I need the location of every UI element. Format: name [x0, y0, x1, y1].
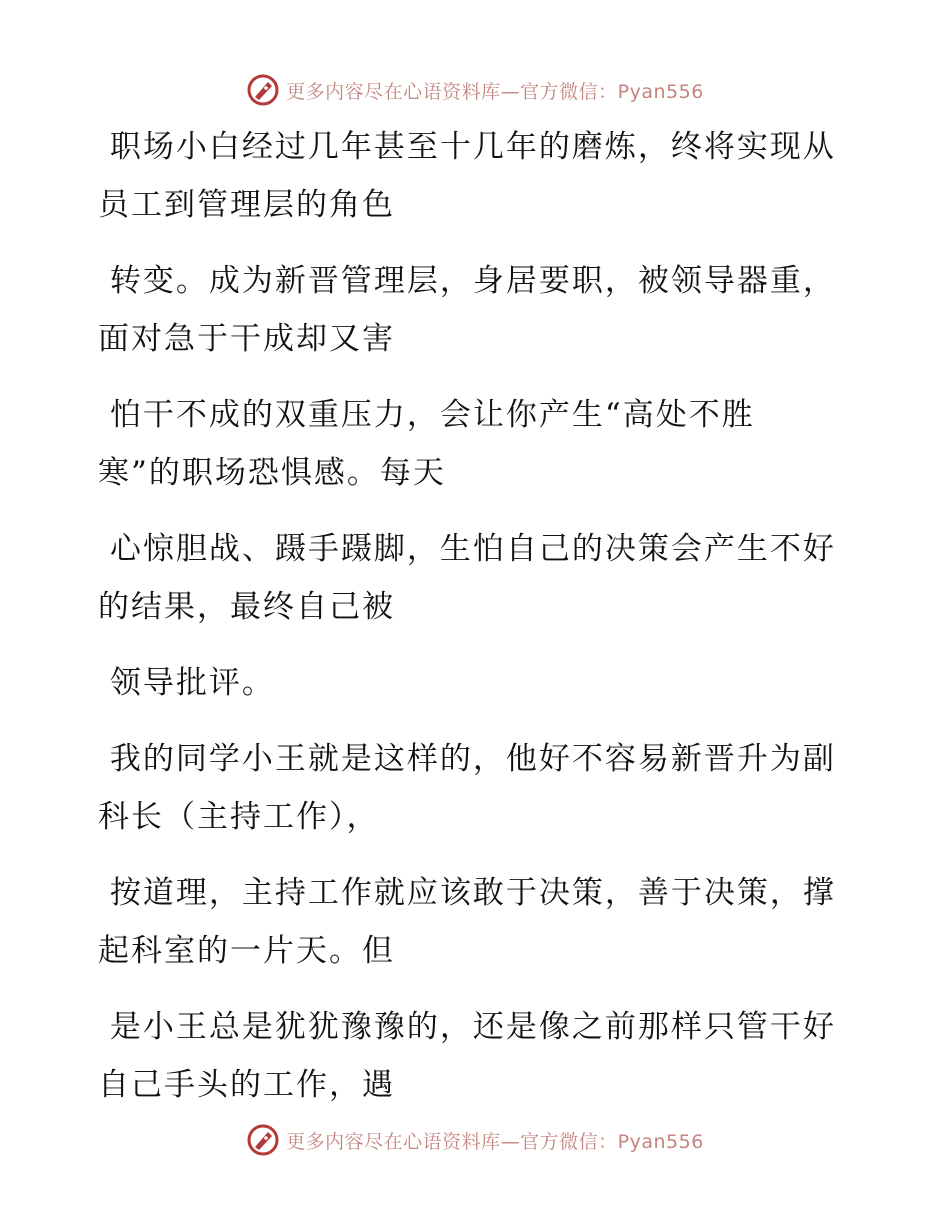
paragraph: 转变。成为新晋管理层，身居要职，被领导器重，面对急于干成却又害	[98, 263, 836, 357]
paragraph: 我的同学小王就是这样的，他好不容易新晋升为副科长（主持工作），	[98, 741, 836, 835]
paragraph: 职场小白经过几年甚至十几年的磨炼，终将实现从员工到管理层的角色	[98, 129, 836, 223]
pen-nib-logo-icon	[246, 73, 280, 107]
paragraph: 按道理，主持工作就应该敢于决策，善于决策，撑起科室的一片天。但	[98, 875, 836, 969]
header-watermark	[0, 70, 950, 110]
pen-nib-logo-icon	[246, 1123, 280, 1157]
paragraph: 怕干不成的双重压力，会让你产生“高处不胜寒”的职场恐惧感。每天	[98, 397, 755, 491]
header-banner-text: 更多内容尽在心语资料库—官方微信：Pyan556	[286, 80, 704, 103]
footer-watermark	[0, 1120, 950, 1160]
paragraph: 领导批评。	[98, 665, 275, 701]
document-body	[98, 118, 838, 1132]
paragraph: 是小王总是犹犹豫豫的，还是像之前那样只管干好自己手头的工作，遇	[98, 1009, 836, 1103]
footer-banner-text: 更多内容尽在心语资料库—官方微信：Pyan556	[286, 1130, 704, 1153]
paragraph: 心惊胆战、蹑手蹑脚，生怕自己的决策会产生不好的结果，最终自己被	[98, 531, 836, 625]
